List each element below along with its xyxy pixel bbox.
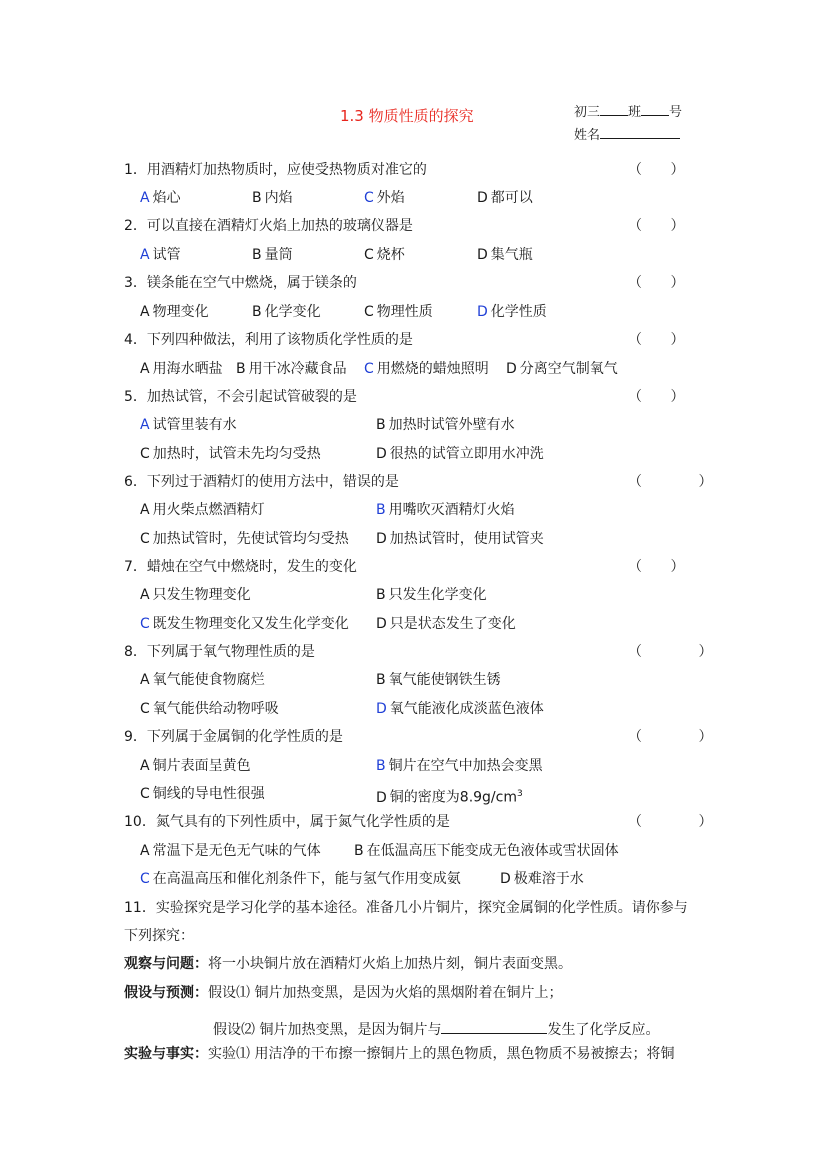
class-prefix: 初三 xyxy=(574,105,601,120)
option-letter: D xyxy=(477,247,488,263)
option-text: 都可以 xyxy=(490,190,533,206)
option-text: 加热时试管外壁有水 xyxy=(388,417,515,433)
experiment-line xyxy=(124,1044,674,1064)
option-text: 氧气能使钢铁生锈 xyxy=(388,672,501,688)
option-row xyxy=(140,444,321,464)
option-text: 烧杯 xyxy=(376,247,405,263)
hypothesis-2-pre: 假设⑵ 铜片加热变黑，是因为铜片与 xyxy=(213,1022,442,1038)
option-row xyxy=(376,699,544,719)
option-letter: A xyxy=(140,587,150,603)
option-letter: B xyxy=(236,361,246,377)
answer-bracket: （ ） xyxy=(628,644,713,660)
question-stem: 6．下列过于酒精灯的使用方法中，错误的是 xyxy=(124,474,399,490)
option-letter: C xyxy=(364,247,374,263)
option-text: 用干冰冷藏食品 xyxy=(248,361,347,377)
option-row xyxy=(376,756,543,776)
option-row xyxy=(354,841,619,861)
option-row xyxy=(140,784,265,804)
option-text: 铜线的导电性很强 xyxy=(152,786,265,802)
class-suffix: 号 xyxy=(669,105,683,120)
option-row xyxy=(376,614,516,634)
option-text: 加热试管时，先使试管均匀受热 xyxy=(152,531,349,547)
option-row xyxy=(252,188,293,208)
option-row xyxy=(140,188,181,208)
option-text: 量筒 xyxy=(264,247,293,263)
class-blank[interactable] xyxy=(600,101,628,116)
option-letter: D xyxy=(376,446,387,462)
option-row xyxy=(376,444,544,464)
option-row xyxy=(376,415,515,435)
option-text: 铜片表面呈黄色 xyxy=(152,758,251,774)
option-row xyxy=(364,245,405,265)
observation-text: 将一小块铜片放在酒精灯火焰上加热片刻，铜片表面变黑。 xyxy=(208,956,572,972)
question-stem: 1．用酒精灯加热物质时，应使受热物质对准它的 xyxy=(124,162,427,178)
option-row xyxy=(140,869,461,889)
superscript: 3 xyxy=(516,789,523,799)
option-text: 氧气能液化成淡蓝色液体 xyxy=(389,701,544,717)
option-text: 用火柴点燃酒精灯 xyxy=(152,502,265,518)
option-row xyxy=(477,302,547,322)
option-letter: C xyxy=(364,304,374,320)
option-text: 氧气能使食物腐烂 xyxy=(152,672,265,688)
option-text: 在高温高压和催化剂条件下，能与氢气作用变成氨 xyxy=(152,871,461,887)
reactant-blank[interactable] xyxy=(441,1019,547,1034)
option-row xyxy=(236,359,347,379)
name-label: 姓名 xyxy=(574,128,601,143)
option-text: 很热的试管立即用水冲洗 xyxy=(389,446,544,462)
experiment-label: 实验与事实： xyxy=(124,1046,208,1062)
question-stem: 7．蜡烛在空气中燃烧时，发生的变化 xyxy=(124,559,357,575)
answer-bracket: （ ） xyxy=(628,275,685,291)
option-letter: D xyxy=(376,701,387,717)
option-letter: C xyxy=(140,701,150,717)
option-text: 物理性质 xyxy=(376,304,433,320)
option-row xyxy=(140,670,265,690)
option-letter: B xyxy=(376,502,386,518)
answer-bracket: （ ） xyxy=(628,162,685,178)
option-text: 外焰 xyxy=(376,190,405,206)
experiment-text: 实验⑴ 用洁净的干布擦一擦铜片上的黑色物质，黑色物质不易被擦去；将铜 xyxy=(208,1046,675,1062)
option-row xyxy=(140,614,349,634)
answer-bracket: （ ） xyxy=(628,389,685,405)
name-info xyxy=(574,124,680,146)
option-row xyxy=(252,302,321,322)
option-row xyxy=(140,245,181,265)
option-row xyxy=(376,784,523,808)
hypothesis-1: 假设⑴ 铜片加热变黑，是因为火焰的黑烟附着在铜片上； xyxy=(208,985,563,1001)
question-stem: 4．下列四种做法，利用了该物质化学性质的是 xyxy=(124,332,413,348)
option-row xyxy=(140,415,237,435)
option-row xyxy=(140,359,223,379)
option-letter: A xyxy=(140,361,150,377)
option-letter: A xyxy=(140,843,150,859)
option-letter: B xyxy=(376,587,386,603)
option-text: 化学性质 xyxy=(490,304,547,320)
option-text: 只发生化学变化 xyxy=(388,587,487,603)
option-letter: B xyxy=(252,247,262,263)
question-stem: 9．下列属于金属铜的化学性质的是 xyxy=(124,729,343,745)
option-letter: D xyxy=(477,304,488,320)
question-stem: 3．镁条能在空气中燃烧，属于镁条的 xyxy=(124,275,357,291)
option-text: 既发生物理变化又发生化学变化 xyxy=(152,616,349,632)
option-row xyxy=(477,188,533,208)
option-text: 只发生物理变化 xyxy=(152,587,251,603)
option-row xyxy=(140,756,251,776)
option-letter: B xyxy=(354,843,364,859)
option-text: 用海水晒盐 xyxy=(152,361,223,377)
option-letter: C xyxy=(364,190,374,206)
question-stem: 8．下列属于氧气物理性质的是 xyxy=(124,644,315,660)
option-letter: C xyxy=(140,616,150,632)
question-stem: 10．氮气具有的下列性质中，属于氮气化学性质的是 xyxy=(124,814,450,830)
option-letter: C xyxy=(364,361,374,377)
option-row xyxy=(252,245,293,265)
option-text: 铜片在空气中加热会变黑 xyxy=(388,758,543,774)
option-letter: C xyxy=(140,871,150,887)
answer-bracket: （ ） xyxy=(628,218,685,234)
option-row xyxy=(376,500,515,520)
answer-bracket: （ ） xyxy=(628,729,713,745)
number-blank[interactable] xyxy=(641,101,669,116)
answer-bracket: （ ） xyxy=(628,559,685,575)
option-row xyxy=(500,869,584,889)
observation-line xyxy=(124,954,572,974)
answer-bracket: （ ） xyxy=(628,332,685,348)
option-letter: C xyxy=(140,531,150,547)
option-row xyxy=(376,670,501,690)
option-row xyxy=(140,841,321,861)
option-row xyxy=(140,699,279,719)
option-text: 用嘴吹灭酒精灯火焰 xyxy=(388,502,515,518)
option-text: 极难溶于水 xyxy=(513,871,584,887)
option-letter: C xyxy=(140,786,150,802)
option-text: 铜的密度为8.9g/cm xyxy=(389,789,517,806)
option-row xyxy=(477,245,533,265)
option-letter: D xyxy=(376,531,387,547)
option-row xyxy=(140,500,265,520)
option-letter: B xyxy=(376,417,386,433)
option-letter: B xyxy=(252,190,262,206)
question-stem: 11．实验探究是学习化学的基本途径。准备几小片铜片，探究金属铜的化学性质。请你参与 xyxy=(124,900,688,916)
class-mid: 班 xyxy=(628,105,642,120)
question-stem-cont: 下列探究： xyxy=(124,928,194,944)
option-row xyxy=(364,359,489,379)
option-text: 氧气能供给动物呼吸 xyxy=(152,701,279,717)
option-text: 试管里装有水 xyxy=(152,417,237,433)
option-row xyxy=(364,302,433,322)
option-letter: B xyxy=(376,672,386,688)
option-text: 物理变化 xyxy=(152,304,209,320)
hypothesis-line xyxy=(124,983,562,1003)
option-letter: D xyxy=(506,361,517,377)
option-letter: A xyxy=(140,304,150,320)
option-text: 集气瓶 xyxy=(490,247,533,263)
option-text: 常温下是无色无气味的气体 xyxy=(152,843,321,859)
option-row xyxy=(140,529,349,549)
option-text: 试管 xyxy=(152,247,181,263)
option-row xyxy=(376,529,544,549)
option-letter: D xyxy=(376,616,387,632)
answer-bracket: （ ） xyxy=(628,814,713,830)
option-letter: A xyxy=(140,247,150,263)
observation-label: 观察与问题： xyxy=(124,956,208,972)
option-text: 加热时，试管未先均匀受热 xyxy=(152,446,321,462)
page-title: 1.3 物质性质的探究 xyxy=(340,107,474,125)
question-stem: 2．可以直接在酒精灯火焰上加热的玻璃仪器是 xyxy=(124,218,413,234)
hypothesis-label: 假设与预测： xyxy=(124,985,208,1001)
option-letter: D xyxy=(500,871,511,887)
option-row xyxy=(140,585,251,605)
option-letter: A xyxy=(140,502,150,518)
option-letter: D xyxy=(477,190,488,206)
question-stem: 5．加热试管，不会引起试管破裂的是 xyxy=(124,389,357,405)
option-text: 化学变化 xyxy=(264,304,321,320)
option-row xyxy=(140,302,209,322)
option-row xyxy=(376,585,487,605)
option-letter: A xyxy=(140,758,150,774)
option-row xyxy=(506,359,618,379)
option-text: 用燃烧的蜡烛照明 xyxy=(376,361,489,377)
option-row xyxy=(364,188,405,208)
option-letter: B xyxy=(376,758,386,774)
option-text: 焰心 xyxy=(152,190,181,206)
answer-bracket: （ ） xyxy=(628,474,713,490)
option-text: 在低温高压下能变成无色液体或雪状固体 xyxy=(366,843,619,859)
option-letter: C xyxy=(140,446,150,462)
option-letter: D xyxy=(376,789,387,806)
option-letter: A xyxy=(140,672,150,688)
hypothesis-2-post: 发生了化学反应。 xyxy=(547,1022,660,1038)
option-letter: A xyxy=(140,417,150,433)
class-info xyxy=(574,101,682,123)
option-text: 内焰 xyxy=(264,190,293,206)
option-text: 加热试管时，使用试管夹 xyxy=(389,531,544,547)
hypothesis-2-line xyxy=(213,1019,659,1040)
option-text: 分离空气制氧气 xyxy=(519,361,618,377)
name-blank[interactable] xyxy=(600,124,680,139)
option-letter: B xyxy=(252,304,262,320)
option-text: 只是状态发生了变化 xyxy=(389,616,516,632)
option-letter: A xyxy=(140,190,150,206)
